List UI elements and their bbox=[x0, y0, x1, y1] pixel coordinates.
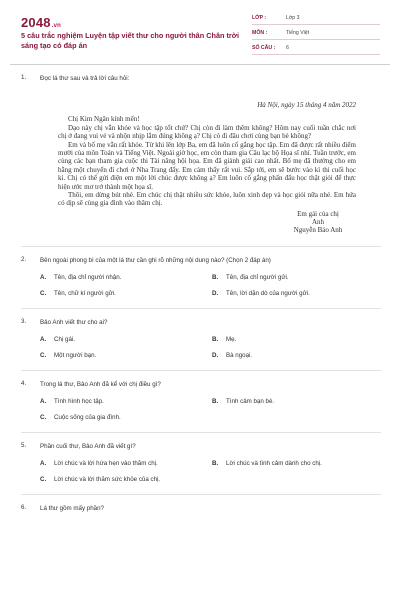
question-number: 3. bbox=[21, 318, 27, 326]
option-text: Cuộc sống của gia đình. bbox=[54, 414, 121, 422]
option-key: A. bbox=[40, 336, 47, 344]
letter-signature bbox=[288, 210, 348, 235]
option-text: Lời chúc và lời thăm sức khỏe của chị. bbox=[54, 476, 161, 484]
option-c[interactable] bbox=[40, 352, 212, 359]
worksheet-header bbox=[0, 0, 400, 62]
option-a[interactable] bbox=[40, 274, 212, 281]
logo-suffix: .vn bbox=[51, 23, 62, 29]
meta-value: Tiếng Việt bbox=[286, 30, 310, 36]
meta-value: Lớp 3 bbox=[286, 15, 300, 21]
option-key: C. bbox=[40, 290, 47, 298]
option-key: B. bbox=[212, 336, 219, 344]
option-key: A. bbox=[40, 460, 47, 468]
signature-line: Nguyễn Bảo Anh bbox=[293, 226, 343, 235]
letter bbox=[58, 101, 356, 234]
option-text: Một người bạn. bbox=[54, 352, 97, 360]
site-logo[interactable] bbox=[21, 15, 61, 30]
letter-greeting: Chị Kim Ngân kính mến! bbox=[68, 115, 140, 124]
question-number: 1. bbox=[21, 74, 27, 81]
option-text: Tên, chữ kí người gửi. bbox=[54, 290, 116, 298]
worksheet-meta bbox=[252, 12, 380, 57]
answer-options bbox=[40, 460, 381, 483]
question-4 bbox=[21, 380, 381, 433]
option-text: Tên, địa chỉ người gửi. bbox=[226, 274, 289, 282]
option-text: Chị gái. bbox=[54, 336, 75, 344]
option-a[interactable] bbox=[40, 336, 212, 343]
letter-paragraph: Dạo này chị vẫn khỏe và học tập tốt chứ? Chị còn đi làm thêm không? Hôm nay cuối tuần chắc nơi chị ở đang vui vẻ và nhộn nhịp lắm đúng không ạ? Chị có đi đâu chơi cùng bạn bè không? bbox=[58, 123, 356, 141]
signature-line: Anh bbox=[311, 218, 325, 227]
meta-row-subject bbox=[252, 27, 380, 40]
option-text: Tình hình học tập. bbox=[54, 398, 104, 406]
meta-key: SỐ CÂU : bbox=[252, 45, 276, 51]
question-number: 4. bbox=[21, 380, 27, 388]
question-1 bbox=[21, 74, 381, 247]
meta-row-count bbox=[252, 42, 380, 55]
question-text: Bảo Anh viết thư cho ai? bbox=[40, 319, 108, 327]
option-c[interactable] bbox=[40, 414, 212, 421]
option-key: C. bbox=[40, 414, 47, 422]
question-5 bbox=[21, 442, 381, 495]
option-a[interactable] bbox=[40, 398, 212, 405]
answer-options bbox=[40, 336, 381, 359]
option-text: Lời chúc và tình cảm dành cho chị. bbox=[226, 460, 322, 468]
worksheet-title: 5 câu trắc nghiệm Luyện tập viết thư cho người thân Chân trời sáng tạo có đáp án bbox=[21, 31, 239, 50]
option-d[interactable] bbox=[212, 290, 384, 297]
question-text: Đọc lá thư sau và trả lời câu hỏi: bbox=[40, 75, 130, 82]
option-key: B. bbox=[212, 460, 219, 468]
option-key: D. bbox=[212, 290, 219, 298]
option-text: Tình cảm bạn bè. bbox=[226, 398, 275, 406]
option-key: A. bbox=[40, 274, 47, 282]
option-key: C. bbox=[40, 476, 47, 484]
question-number: 6. bbox=[21, 504, 27, 512]
option-text: Lời chúc và lời hứa hẹn vào thăm chị. bbox=[54, 460, 158, 468]
option-d[interactable] bbox=[212, 352, 384, 359]
header-divider bbox=[10, 64, 390, 65]
meta-value: 6 bbox=[286, 45, 289, 51]
option-text: Bà ngoại. bbox=[226, 352, 253, 360]
letter-paragraph: Thôi, em dừng bút nhé. Em chúc chị thật nhiều sức khỏe, luôn xinh đẹp và học giỏi nữa nhé. Em hứa có dịp sẽ cùng gia đình vào thăm chị. bbox=[58, 191, 356, 208]
answer-options bbox=[40, 274, 381, 297]
option-b[interactable] bbox=[212, 460, 384, 467]
meta-key: LỚP : bbox=[252, 15, 267, 21]
question-3 bbox=[21, 318, 381, 371]
option-b[interactable] bbox=[212, 274, 384, 281]
question-number: 5. bbox=[21, 442, 27, 450]
option-key: B. bbox=[212, 398, 219, 406]
option-a[interactable] bbox=[40, 460, 212, 467]
question-number: 2. bbox=[21, 256, 27, 264]
meta-row-grade bbox=[252, 12, 380, 25]
option-key: B. bbox=[212, 274, 219, 282]
letter-paragraph: Em và bố mẹ vẫn rất khỏe. Từ khi lên lớp Ba, em đã luôn cố gắng học tập. Em đã được rất nhiều điểm mười của môn Toán và Tiếng Việt. Ngoài giờ học, em còn tham gia Câu lạc bộ Họa sĩ nhí. Tuần trước, em cùng các bạn tham gia cuộc thi Tài năng hội họa. Em đã giành giải cao nhất. Bố mẹ đã thưởng cho em bằng một chuyến đi chơi ở Nha Trang đấy. Em cảm thấy rất vui. Sắp tới, em sẽ bước vào kì thi cuối học kì. Chị có thể gửi điện em một lời chúc được không ạ? Em luôn cố gắng phấn đấu học thật giỏi để thực hiện ước mơ trở thành một họa sĩ. bbox=[58, 140, 356, 191]
logo-text: 2048 bbox=[21, 15, 51, 30]
option-text: Tên, địa chỉ người nhận. bbox=[54, 274, 122, 282]
meta-key: MÔN : bbox=[252, 30, 268, 36]
option-c[interactable] bbox=[40, 476, 212, 483]
option-key: A. bbox=[40, 398, 47, 406]
option-b[interactable] bbox=[212, 336, 384, 343]
option-c[interactable] bbox=[40, 290, 212, 297]
option-text: Mẹ. bbox=[226, 336, 237, 344]
option-key: D. bbox=[212, 352, 219, 360]
question-text: Bên ngoài phong bì của một lá thư cần ghi rõ những nội dung nào? (Chọn 2 đáp án) bbox=[40, 257, 271, 265]
questions bbox=[0, 74, 400, 513]
question-text: Trong lá thư, Bảo Anh đã kể với chị điều gì? bbox=[40, 381, 161, 389]
question-6 bbox=[21, 504, 381, 513]
question-text: Lá thư gồm mấy phần? bbox=[40, 505, 104, 513]
question-text: Phần cuối thư, Bảo Anh đã viết gì? bbox=[40, 443, 136, 451]
answer-options bbox=[40, 398, 381, 421]
option-key: C. bbox=[40, 352, 47, 360]
letter-date: Hà Nội, ngày 15 tháng 4 năm 2022 bbox=[257, 101, 356, 109]
option-text: Tên, lời dặn dò của người gửi. bbox=[226, 290, 310, 298]
question-2 bbox=[21, 256, 381, 309]
option-b[interactable] bbox=[212, 398, 384, 405]
signature-line: Em gái của chị bbox=[297, 209, 339, 218]
